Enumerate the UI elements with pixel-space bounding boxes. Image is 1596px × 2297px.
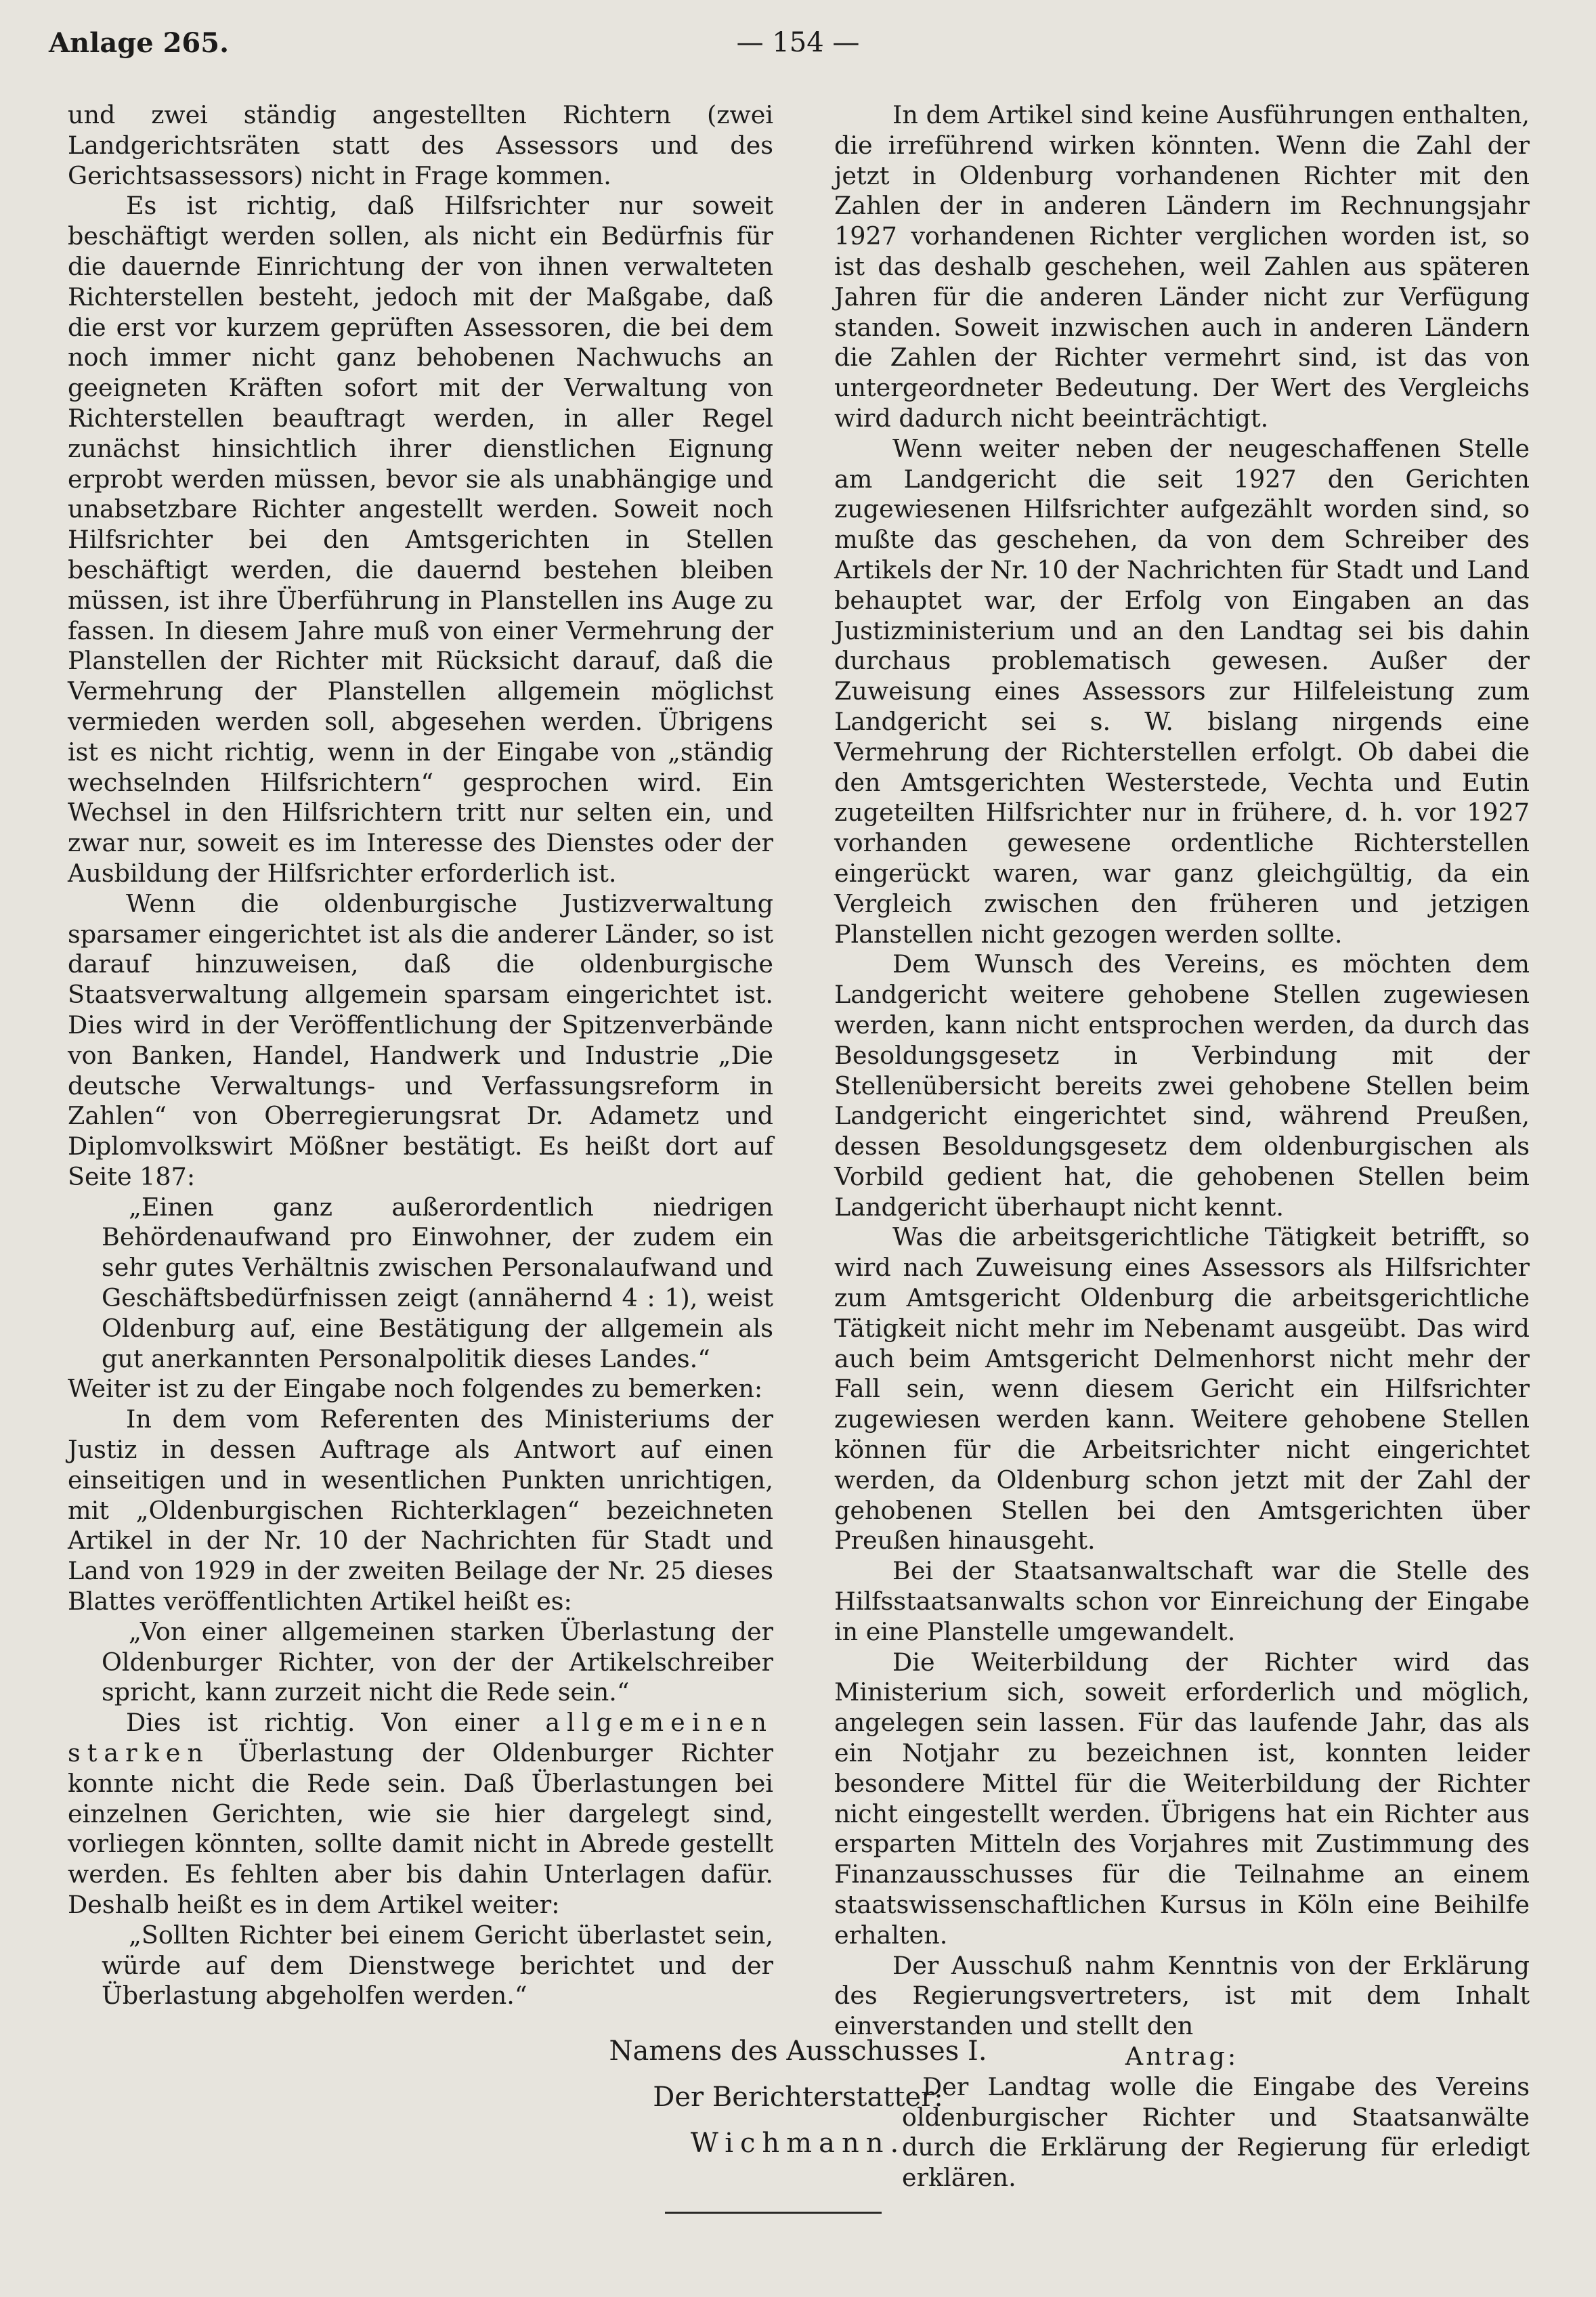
paragraph: Was die arbeitsgerichtliche Tätigkeit betrifft, so wird nach Zuweisung eines Assessors als Hilfsrichter zum Amtsgericht Oldenburg die arbeitsgerichtliche Tätigkeit nicht mehr im Nebenamt ausgeübt. Das wird auch beim Amtsgericht Delmenhorst nicht mehr der Fall sein, wenn diesem Gericht ein Hilfsrichter zugewiesen werden kann. Weitere gehobene Stellen können für die Arbeitsrichter nicht eingerichtet werden, da Oldenburg schon jetzt mit der Zahl der gehobenen Stellen bei den Amtsgerichten über Preußen hinausgeht. (834, 1222, 1530, 1555)
emphasized-text: allgemeinen starken (68, 1708, 773, 1768)
annex-label: Anlage 265. (49, 27, 229, 59)
closing-rule (665, 2212, 882, 2214)
right-column (834, 100, 1530, 2193)
paragraph: Bei der Staatsanwaltschaft war die Stelle des Hilfsstaatsanwalts schon vor Einreichung der Eingabe in eine Planstelle umgewandelt. (834, 1556, 1530, 1646)
rapporteur-label: Der Berichterstatter: (653, 2082, 943, 2113)
signoff (0, 2028, 1596, 2166)
paragraph: Es ist richtig, daß Hilfsrichter nur soweit beschäftigt werden sollen, als nicht ein Bedürfnis für die dauernde Einrichtung der von ihnen verwalteten Richterstellen besteht, jedoch mit der Maßgabe, daß die erst vor kurzem geprüften Assessoren, die bei dem noch immer nicht ganz behobenen Nachwuchs an geeigneten Kräften sofort mit der Verwaltung von Richterstellen beauftragt werden, in aller Regel zunächst hinsichtlich ihrer dienstlichen Eignung erprobt werden müssen, bevor sie als unabhängige und unabsetzbare Richter angestellt werden. Soweit noch Hilfsrichter bei den Amtsgerichten in Stellen beschäftigt werden, die dauernd bestehen bleiben müssen, ist ihre Überführung in Planstellen ins Auge zu fassen. In diesem Jahre muß von einer Vermehrung der Planstellen der Richter mit Rücksicht darauf, daß die Vermehrung der Planstellen allgemein möglichst vermieden werden soll, abgesehen werden. Übrigens ist es nicht richtig, wenn in der Eingabe von „ständig wechselnden Hilfsrichtern“ gesprochen wird. Ein Wechsel in den Hilfsrichtern tritt nur selten ein, und zwar nur, soweit es im Interesse des Dienstes oder der Ausbildung der Hilfsrichter erforderlich ist. (68, 191, 773, 888)
paragraph (68, 1708, 773, 1920)
left-column (68, 100, 773, 2011)
motion-text: Der Landtag wolle die Eingabe des Vereins oldenburgischer Richter und Staatsanwälte durch die Erklärung der Regierung für erledigt erklären. (902, 2071, 1530, 2193)
paragraph: Wenn weiter neben der neugeschaffenen Stelle am Landgericht die seit 1927 den Gerichten zugewiesenen Hilfsrichter aufgezählt worden sind, so mußte das geschehen, da von dem Schreiber des Artikels der Nr. 10 der Nachrichten für Stadt und Land behauptet war, der Erfolg von Eingaben an das Justizministerium und an den Landtag sei bis dahin durchaus problematisch gewesen. Außer der Zuweisung eines Assessors zur Hilfeleistung zum Landgericht sei s. W. bislang nirgends eine Vermehrung der Richterstellen erfolgt. Ob dabei die den Amtsgerichten Westerstede, Vechta und Eutin zugeteilten Hilfsrichter nur in frühere, d. h. vor 1927 vorhanden gewesene ordentliche Richterstellen eingerückt waren, war ganz gleichgültig, da ein Vergleich zwischen den früheren und jetzigen Planstellen nicht gezogen werden sollte. (834, 433, 1530, 949)
rapporteur-name: Wichmann. (690, 2128, 906, 2159)
paragraph: Die Weiterbildung der Richter wird das Ministerium sich, soweit erforderlich und möglich, angelegen sein lassen. Für das laufende Jahr, das als ein Notjahr zu bezeichnen ist, konnten leider besondere Mittel für die Weiterbildung der Richter nicht eingestellt werden. Übrigens hat ein Richter aus ersparten Mitteln des Vorjahres mit Zustimmung des Finanzausschusses für die Teilnahme an einem staatswissenschaftlichen Kursus in Köln eine Beihilfe erhalten. (834, 1647, 1530, 1950)
motion-heading: Antrag: (1125, 2042, 1239, 2071)
paragraph: Weiter ist zu der Eingabe noch folgendes zu bemerken: (68, 1374, 763, 1404)
quotation: „Einen ganz außerordentlich niedrigen Behördenaufwand pro Einwohner, der zudem ein sehr gutes Verhältnis zwischen Personalaufwand und Geschäftsbedürfnissen zeigt (annähernd 4 : 1), weist Oldenburg auf, eine Bestätigung der allgemein als gut anerkannten Personalpolitik dieses Landes.“ (102, 1192, 773, 1373)
paragraph: und zwei ständig angestellten Richtern (zwei Landgerichtsräten statt des Assessors und des Gerichtsassessors) nicht in Frage kommen. (68, 100, 773, 190)
quotation: „Sollten Richter bei einem Gericht überlastet sein, würde auf dem Dienstwege berichtet und der Überlastung abgeholfen werden.“ (102, 1920, 773, 2011)
paragraph: In dem vom Referenten des Ministeriums der Justiz in dessen Auftrage als Antwort auf einen einseitigen und in wesentlichen Punkten unrichtigen, mit „Oldenburgischen Richterklagen“ bezeichneten Artikel in der Nr. 10 der Nachrichten für Stadt und Land von 1929 in der zweiten Beilage der Nr. 25 dieses Blattes veröffentlichten Artikel heißt es: (68, 1404, 773, 1616)
paragraph: Der Ausschuß nahm Kenntnis von der Erklärung des Regierungsvertreters, ist mit dem Inhalt einverstanden und stellt den (834, 1950, 1530, 2041)
paragraph-text: Überlastung der Oldenburger Richter konnte nicht die Rede sein. Daß Überlastungen bei einzelnen Gerichten, wie sie hier dargelegt sind, vorliegen könnten, sollte damit nicht in Abrede gestellt werden. Es fehlten aber bis dahin Unterlagen dafür. Deshalb heißt es in dem Artikel weiter: (68, 1738, 773, 1920)
page-number: — 154 — (736, 27, 860, 58)
paragraph: Wenn die oldenburgische Justizverwaltung sparsamer eingerichtet ist als die anderer Länder, so ist darauf hinzuweisen, daß die oldenburgische Staatsverwaltung allgemein sparsam eingerichtet ist. Dies wird in der Veröffentlichung der Spitzenverbände von Banken, Handel, Handwerk und Industrie „Die deutsche Verwaltungs- und Verfassungsreform in Zahlen“ von Oberregierungsrat Dr. Adametz und Diplomvolkswirt Mößner bestätigt. Es heißt dort auf Seite 187: (68, 888, 773, 1191)
paragraph: In dem Artikel sind keine Ausführungen enthalten, die irreführend wirken könnten. Wenn die Zahl der jetzt in Oldenburg vorhandenen Richter mit den Zahlen der in anderen Ländern im Rechnungsjahr 1927 vorhandenen Richter verglichen worden ist, so ist das deshalb geschehen, weil Zahlen aus späteren Jahren für die anderen Länder nicht zur Verfügung standen. Soweit inzwischen auch in anderen Ländern die Zahlen der Richter vermehrt sind, ist das von untergeordneter Bedeutung. Der Wert des Vergleichs wird dadurch nicht beeinträchtigt. (834, 100, 1530, 433)
paragraph-text: Dies ist richtig. Von einer (126, 1708, 546, 1738)
page-header (49, 27, 1547, 81)
paragraph: Dem Wunsch des Vereins, es möchten dem Landgericht weitere gehobene Stellen zugewiesen werden, kann nicht entsprochen werden, da durch das Besoldungsgesetz in Verbindung mit der Stellenübersicht bereits zwei gehobene Stellen beim Landgericht eingerichtet sind, während Preußen, dessen Besoldungsgesetz dem oldenburgischen als Vorbild gedient hat, die gehobenen Stellen beim Landgericht überhaupt nicht kennt. (834, 949, 1530, 1222)
committee-line: Namens des Ausschusses I. (609, 2036, 987, 2067)
quotation: „Von einer allgemeinen starken Überlastung der Oldenburger Richter, von der der Artikelschreiber spricht, kann zurzeit nicht die Rede sein.“ (102, 1616, 773, 1707)
